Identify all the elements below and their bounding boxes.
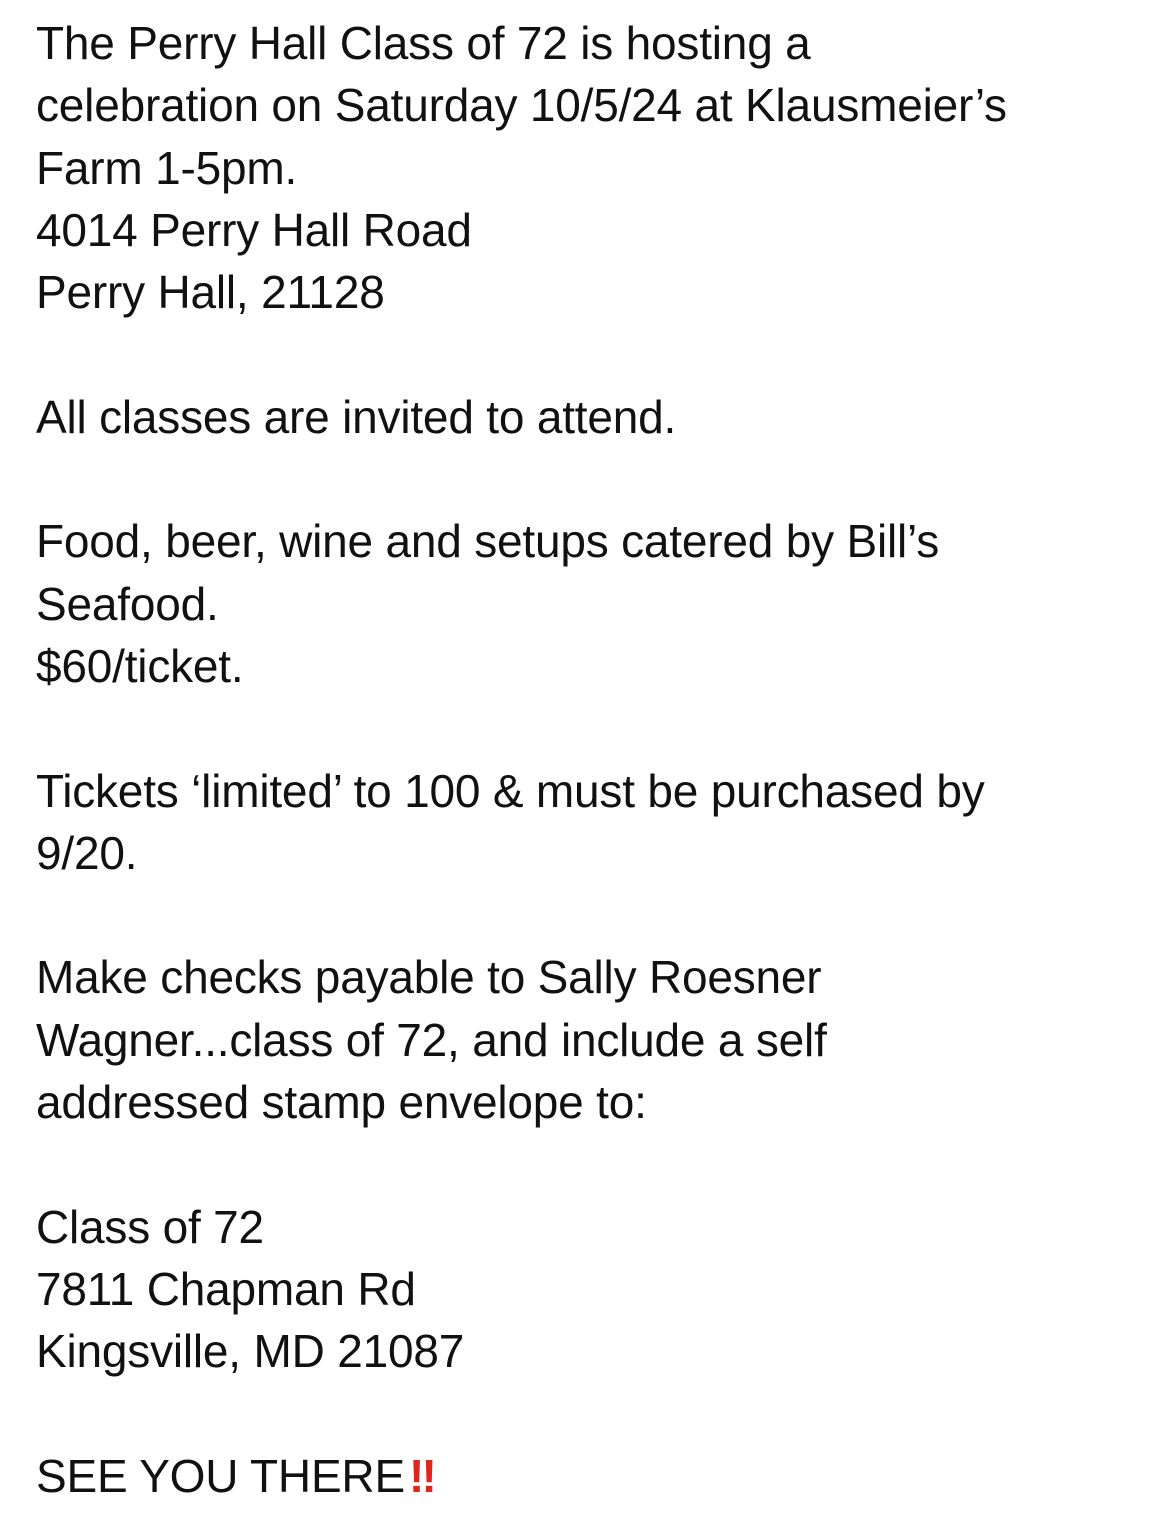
text-line: 9/20. [36,826,138,879]
catering-paragraph [36,510,1146,697]
text-line: Wagner...class of 72, and include a self [36,1013,827,1066]
text-line: celebration on Saturday 10/5/24 at Klausmeier’s [36,79,1007,132]
payment-paragraph [36,946,1146,1133]
text-line: $60/ticket. [36,639,244,692]
text-line: Make checks payable to Sally Roesner [36,951,822,1004]
closing-paragraph [36,1445,1146,1507]
text-line: Kingsville, MD 21087 [36,1325,465,1378]
text-line: addressed stamp envelope to: [36,1076,647,1129]
text-line: Farm 1-5pm. [36,141,298,194]
invitation-paragraph [36,386,1146,448]
mailing-address-paragraph [36,1196,1146,1383]
text-line: Perry Hall, 21128 [36,266,385,319]
text-line: 7811 Chapman Rd [36,1262,416,1315]
closing-line [36,1445,1146,1507]
text-line: 4014 Perry Hall Road [36,203,472,256]
closing-text: SEE YOU THERE [36,1449,405,1502]
tickets-paragraph [36,760,1146,885]
double-exclamation-icon: ‼ [408,1449,433,1502]
text-line: The Perry Hall Class of 72 is hosting a [36,17,811,69]
text-line: All classes are invited to attend. [36,390,677,443]
note-body [36,12,1146,1507]
text-line: Food, beer, wine and setups catered by Bill’s [36,515,940,568]
text-line: Seafood. [36,577,219,630]
text-line: Tickets ‘limited’ to 100 & must be purchased by [36,764,985,817]
event-details-paragraph [36,12,1146,323]
text-line: Class of 72 [36,1200,264,1253]
